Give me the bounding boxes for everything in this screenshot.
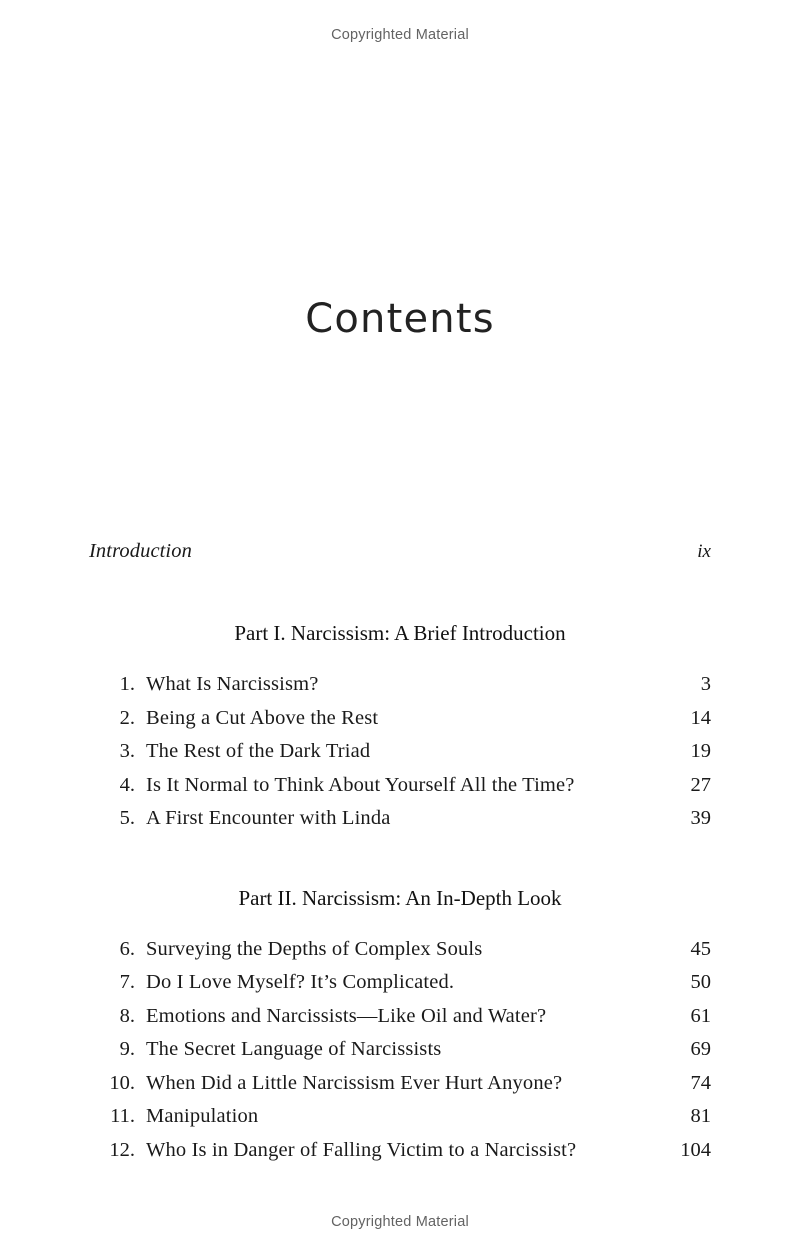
toc-item-page: 19 [690,740,711,762]
list-item [89,966,711,1000]
toc-item-label: When Did a Little Narcissism Ever Hurt Anyone? [146,1071,563,1094]
toc-item-label: Emotions and Narcissists—Like Oil and Water? [146,1004,547,1027]
toc-item-number: 7. [119,971,135,993]
list-item [89,1000,711,1034]
toc-entry-introduction-label: Introduction [89,540,192,562]
toc-item-page: 39 [690,807,711,829]
toc-item-page: 104 [680,1138,711,1161]
toc-item-number: 1. [119,673,135,695]
toc-item-page: 45 [690,937,711,960]
toc-item-number: 3. [119,740,135,762]
toc-item-label: Surveying the Depths of Complex Souls [146,937,483,960]
toc-item-number: 6. [119,937,135,960]
list-item [89,802,711,836]
list-item [89,1100,711,1134]
page-title: Contents [305,296,495,342]
toc-item-page: 27 [690,773,711,796]
toc-item-number: 8. [119,1004,135,1027]
toc-item-label: A First Encounter with Linda [146,807,391,829]
list-item [89,933,711,967]
toc-item-label: What Is Narcissism? [146,673,319,695]
list-item [89,1033,711,1067]
toc-list-part-2 [89,933,711,1168]
copyright-watermark-bottom: Copyrighted Material [331,1214,469,1230]
toc-item-page: 50 [690,971,711,993]
list-item [89,702,711,736]
toc-item-label: The Secret Language of Narcissists [146,1038,442,1060]
part-heading-2: Part II. Narcissism: An In-Depth Look [238,885,562,910]
toc-item-number: 12. [109,1138,135,1161]
toc-item-label: Who Is in Danger of Falling Victim to a Narcissist? [146,1138,577,1161]
toc-item-page: 14 [690,706,711,729]
toc-item-number: 10. [109,1071,135,1094]
toc-item-number: 2. [119,706,135,729]
toc-item-label: Manipulation [146,1105,259,1127]
toc-item-number: 11. [110,1105,135,1127]
list-item [89,769,711,803]
toc-entry-introduction [89,540,711,563]
copyright-watermark-top: Copyrighted Material [331,27,469,43]
toc-item-label: The Rest of the Dark Triad [146,740,371,762]
toc-item-label: Being a Cut Above the Rest [146,706,379,729]
toc-item-number: 5. [119,807,135,829]
list-item [89,735,711,769]
toc-list-part-1 [89,668,711,836]
toc-item-page: 69 [690,1038,711,1060]
list-item [89,1067,711,1101]
toc-entry-introduction-page: ix [697,541,711,562]
toc-item-number: 4. [119,773,135,796]
part-heading-1: Part I. Narcissism: A Brief Introduction [234,621,566,645]
toc-item-label: Is It Normal to Think About Yourself All the Time? [146,773,575,796]
toc-item-page: 81 [690,1105,711,1127]
list-item [89,668,711,702]
toc-item-number: 9. [119,1038,135,1060]
toc-item-page: 61 [690,1004,711,1027]
list-item [89,1134,711,1168]
toc-item-label: Do I Love Myself? It’s Complicated. [146,971,455,993]
table-of-contents [89,540,711,1167]
toc-item-page: 3 [700,673,711,695]
toc-item-page: 74 [690,1071,711,1094]
